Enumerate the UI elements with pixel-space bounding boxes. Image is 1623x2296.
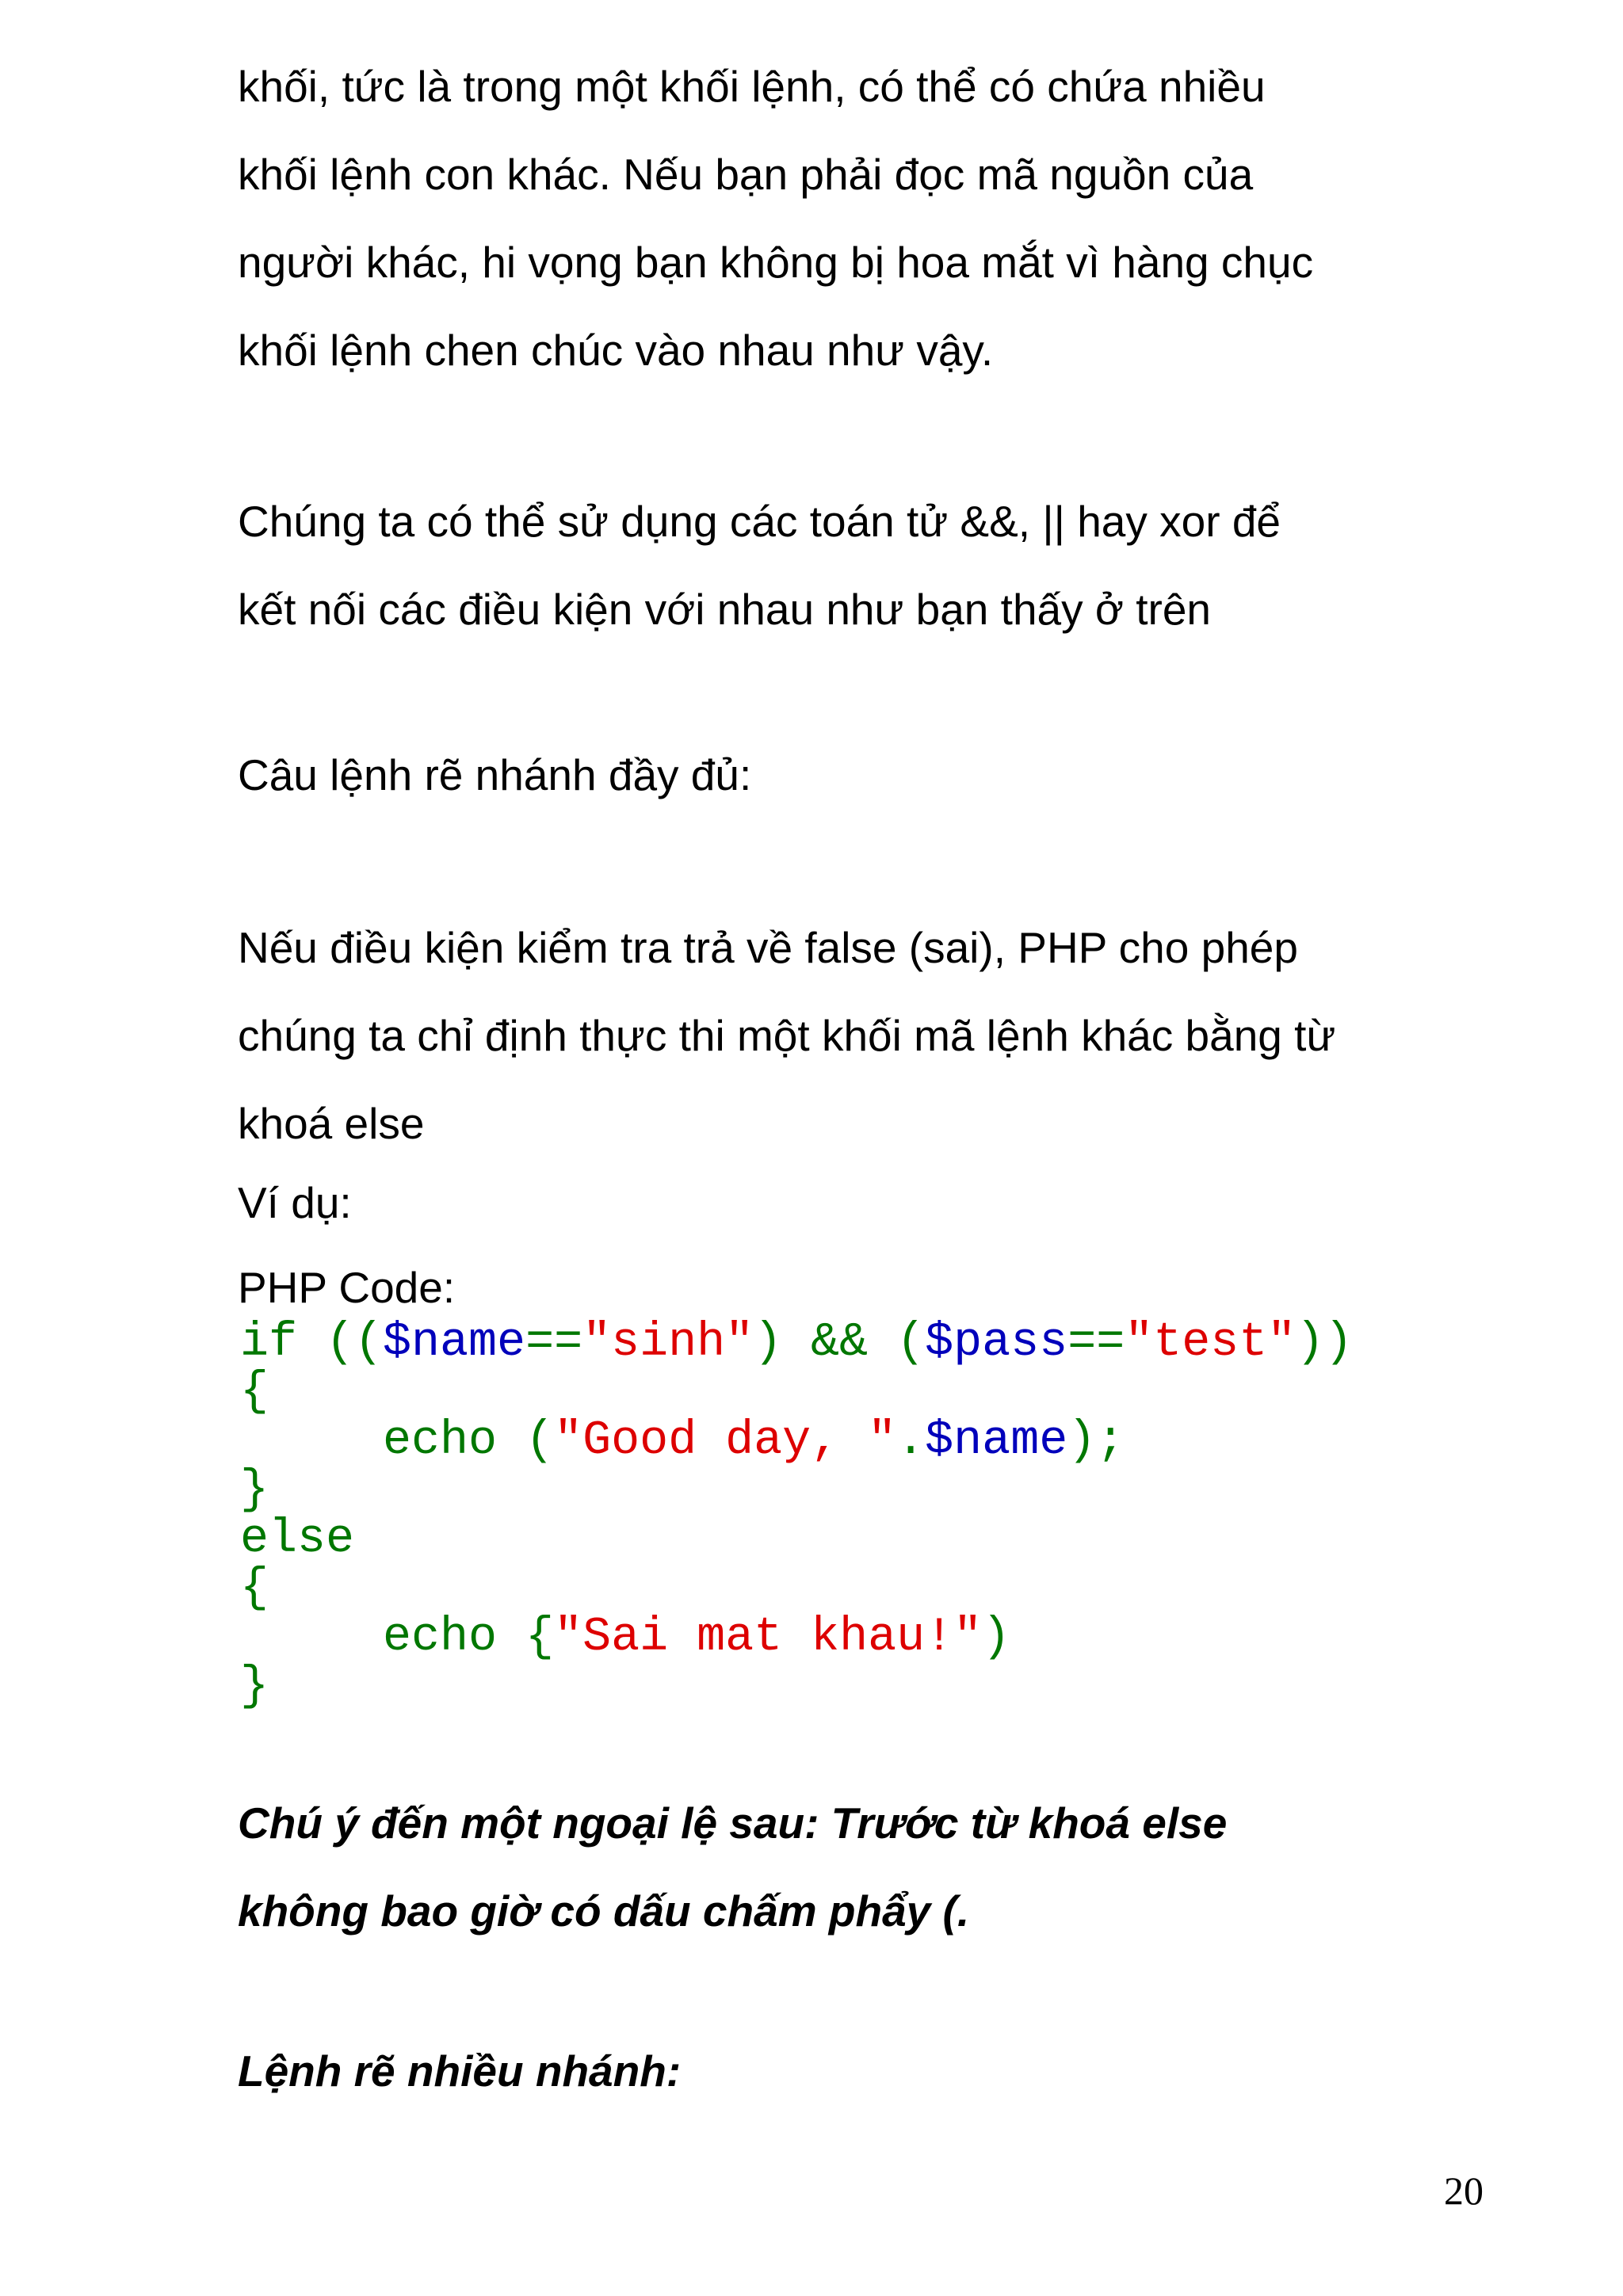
code-token: ); <box>1067 1414 1125 1468</box>
code-token: == <box>525 1316 583 1370</box>
code-token: "Sai mat khau!" <box>554 1611 983 1665</box>
code-token: == <box>1067 1316 1125 1370</box>
code-token: )) <box>1296 1316 1354 1370</box>
code-token: } <box>240 1463 269 1517</box>
code-token: $name <box>925 1414 1068 1468</box>
code-line <box>240 1316 1354 1370</box>
php-code-label: PHP Code: <box>238 1263 456 1312</box>
code-token: ) && ( <box>754 1316 926 1370</box>
text-line: khoá else <box>238 1099 425 1148</box>
code-token: else <box>240 1512 355 1566</box>
php-code-block <box>240 1316 1354 1714</box>
note-else-no-semicolon <box>238 1779 1227 1955</box>
paragraph-nested-blocks <box>238 43 1313 395</box>
heading-multi-branch-statement: Lệnh rẽ nhiều nhánh: <box>238 2046 682 2096</box>
text-line: chúng ta chỉ định thực thi một khối mã lệnh khác bằng từ <box>238 1011 1336 1060</box>
text-line: kết nối các điều kiện với nhau như bạn thấy ở trên <box>238 585 1212 634</box>
heading-full-branch-statement: Câu lệnh rẽ nhánh đầy đủ: <box>238 750 752 799</box>
code-token: $name <box>383 1316 526 1370</box>
text-line: khối, tức là trong một khối lệnh, có thể có chứa nhiều <box>238 62 1266 111</box>
code-token: "Good day, " <box>554 1414 897 1468</box>
text-line: người khác, hi vọng bạn không bị hoa mắt vì hàng chục <box>238 238 1314 287</box>
code-line <box>240 1564 1353 1613</box>
page-number: 20 <box>1444 2168 1484 2213</box>
code-token: { <box>240 1365 269 1419</box>
code-token: "test" <box>1125 1316 1296 1370</box>
text-line: Nếu điều kiện kiểm tra trả về false (sai), PHP cho phép <box>238 923 1298 972</box>
text-line: khối lệnh con khác. Nếu bạn phải đọc mã nguồn của <box>238 150 1254 199</box>
code-token: echo { <box>240 1611 555 1665</box>
example-label: Ví dụ: <box>238 1178 352 1227</box>
code-line <box>240 1414 1353 1468</box>
code-token: . <box>896 1414 926 1468</box>
text-line: Chúng ta có thể sử dụng các toán tử &&, || hay xor để <box>238 497 1281 546</box>
code-token: } <box>240 1660 269 1714</box>
text-line: Chú ý đến một ngoại lệ sau: Trước từ khoá else <box>238 1798 1228 1848</box>
code-token: ) <box>982 1611 1011 1665</box>
paragraph-logical-operators <box>238 478 1281 654</box>
code-token: if (( <box>240 1316 384 1370</box>
code-token: "sinh" <box>582 1316 754 1370</box>
code-line <box>240 1660 1353 1714</box>
code-line <box>240 1611 1353 1665</box>
paragraph-else-explanation <box>238 904 1335 1168</box>
text-line: khối lệnh chen chúc vào nhau như vậy. <box>238 326 994 375</box>
code-token: echo ( <box>240 1414 555 1468</box>
code-line <box>240 1512 1353 1566</box>
code-line <box>240 1367 1353 1417</box>
code-token: $pass <box>925 1316 1068 1370</box>
code-line <box>240 1463 1353 1517</box>
text-line: không bao giờ có dấu chấm phẩy (. <box>238 1886 970 1936</box>
code-token: { <box>240 1562 269 1615</box>
